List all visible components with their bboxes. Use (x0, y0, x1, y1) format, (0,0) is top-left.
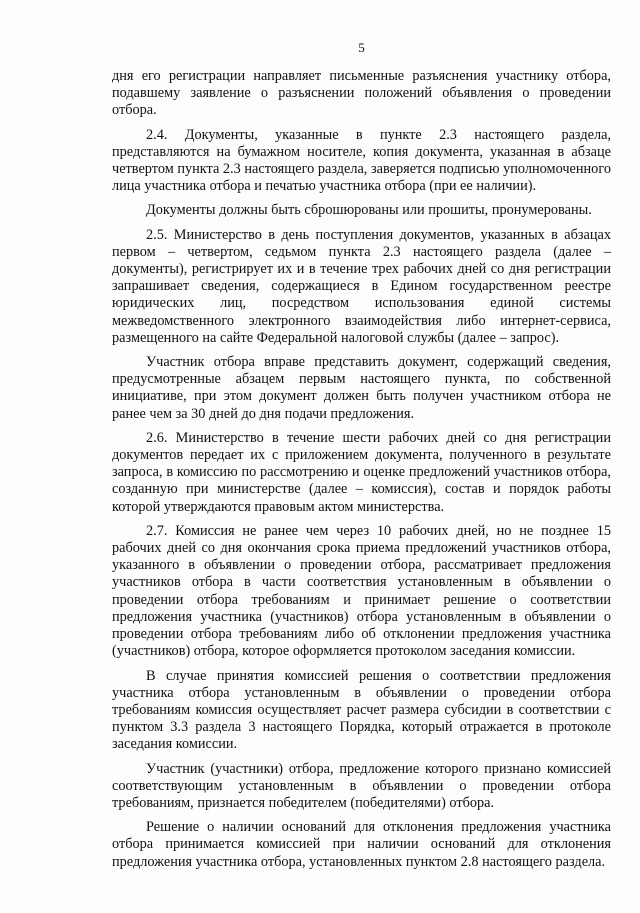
paragraph-2-7: 2.7. Комиссия не ранее чем через 10 рабочих дней, но не позднее 15 рабочих дней со дня окончания срока приема предложений участников отбора, указанного в объявлении о проведении отбора, рассматривает предложения участников отбора в части соответствия установленным в объявлении о проведении отбора требованиям и принимает решение о соответствии предложения участника (участников) отбора установленным в объявлении о проведении отбора требованиям либо об отклонении предложения участника (участников) отбора, которое оформляется протоколом заседания комиссии. (112, 522, 611, 660)
paragraph-2-7-rejection: Решение о наличии оснований для отклонения предложения участника отбора принимается комиссией при наличии оснований для отклонения предложения участника отбора, установленных пунктом 2.8 настоящего раздела. (112, 819, 611, 870)
page-number: 5 (358, 40, 365, 55)
paragraph-2-7-subsidy: В случае принятия комиссией решения о соответствии предложения участника отбора установленным в объявлении о проведении отбора требованиям комиссия осуществляет расчет размера субсидии в соответствии с пунктом 3.3 раздела 3 настоящего Порядка, который отражается в протоколе заседания комиссии. (112, 667, 611, 753)
paragraph-2-7-winner: Участник (участники) отбора, предложение которого признано комиссией соответствующим установленным в объявлении о проведении отбора требованиям, признается победителем (победителями) отбора. (112, 760, 611, 811)
paragraph-2-4: 2.4. Документы, указанные в пункте 2.3 настоящего раздела, представляются на бумажном носителе, копия документа, указанная в абзаце четвертом пункта 2.3 настоящего раздела, заверяется подписью уполномоченного лица участника отбора и печатью участника отбора (при ее наличии). (112, 126, 611, 195)
paragraph-continuation: дня его регистрации направляет письменные разъяснения участнику отбора, подавшему заявление о разъяснении положений объявления о проведении отбора. (112, 68, 611, 119)
paragraph-2-6: 2.6. Министерство в течение шести рабочих дней со дня регистрации документов передает их с приложением документа, полученного в результате запроса, в комиссию по рассмотрению и оценке предложений участников отбора, созданную при министерстве (далее – комиссия), состав и порядок работы которой утверждаются правовым актом министерства. (112, 429, 611, 515)
paragraph-2-5-initiative: Участник отбора вправе представить документ, содержащий сведения, предусмотренные абзацем первым настоящего пункта, по собственной инициативе, при этом документ должен быть получен участником отбора не ранее чем за 30 дней до дня подачи предложения. (112, 354, 611, 422)
document-body (112, 68, 611, 871)
paragraph-2-4-binding: Документы должны быть сброшюрованы или прошиты, пронумерованы. (146, 202, 592, 219)
paragraph-2-5: 2.5. Министерство в день поступления документов, указанных в абзацах первом – четвертом, седьмом пункта 2.3 настоящего раздела (далее – документы), регистрирует их и в течение трех рабочих дней со дня регистрации запрашивает сведения, содержащиеся в Едином государственном реестре юридических лиц, посредством использования единой системы межведомственного электронного взаимодействия либо интернет-сервиса, размещенного на сайте Федеральной налоговой службы (далее – запрос). (112, 226, 611, 346)
